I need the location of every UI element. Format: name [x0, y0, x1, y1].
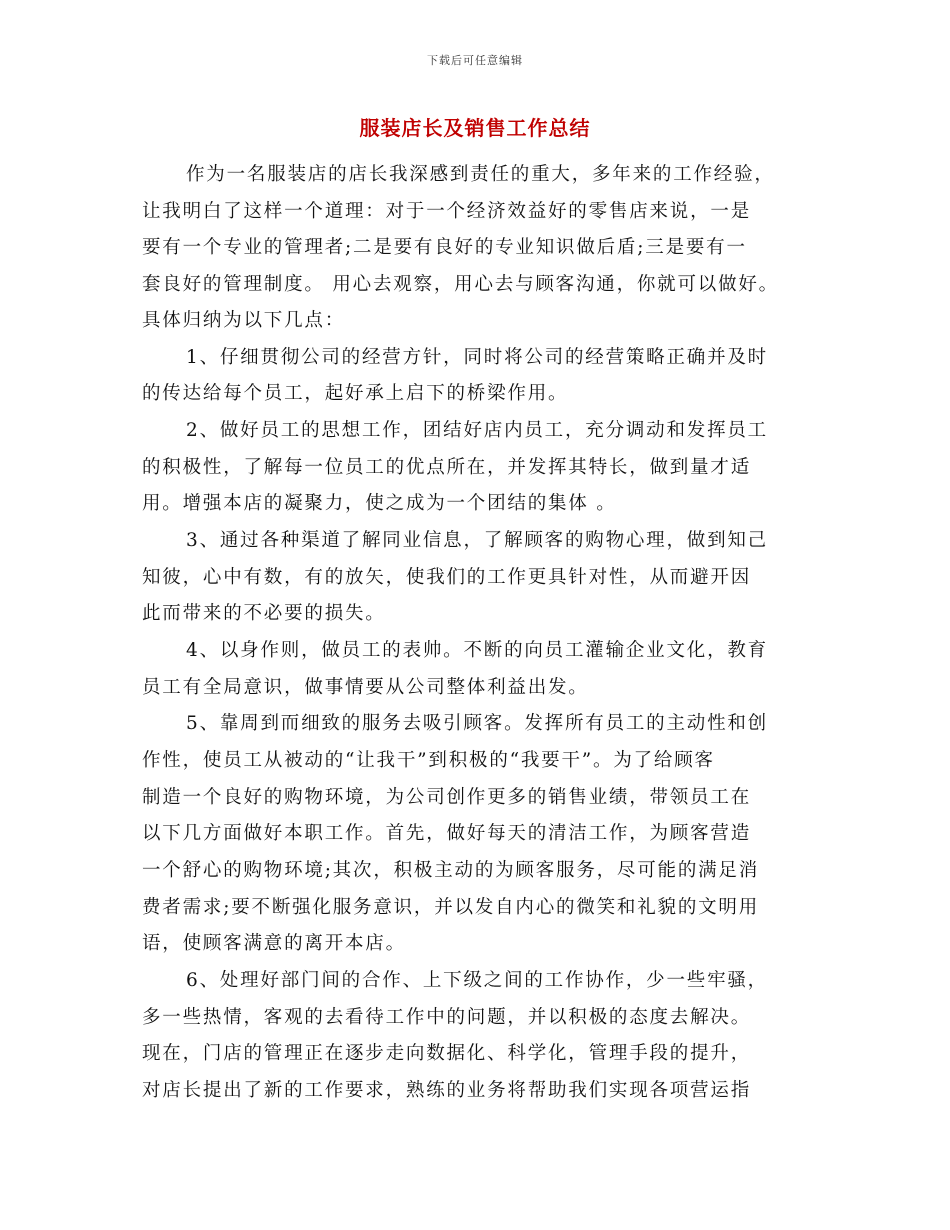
- body-line: 用。增强本店的凝聚力，使之成为一个团结的集体 。: [142, 493, 617, 514]
- body-line: 员工有全局意识，做事情要从公司整体利益出发。: [142, 677, 589, 698]
- body-line: 语，使顾客满意的离开本店。: [142, 933, 406, 954]
- body-line: 要有一个专业的管理者;二是要有良好的专业知识做后盾;三是要有一: [142, 237, 747, 258]
- body-line: 1、仔细贯彻公司的经营方针，同时将公司的经营策略正确并及时: [186, 347, 768, 368]
- body-line: 以下几方面做好本职工作。首先，做好每天的清洁工作，为顾客营造: [142, 823, 752, 844]
- body-line: 让我明白了这样一个道理：对于一个经济效益好的零售店来说，一是: [142, 201, 752, 222]
- body-line: 多一些热情，客观的去看待工作中的问题，并以积极的态度去解决。: [142, 1007, 752, 1028]
- body-line: 具体归纳为以下几点：: [142, 310, 346, 331]
- body-line: 的积极性，了解每一位员工的优点所在，并发挥其特长，做到量才适: [142, 457, 752, 478]
- body-line: 2、做好员工的思想工作，团结好店内员工，充分调动和发挥员工: [186, 420, 768, 441]
- body-line: 现在，门店的管理正在逐步走向数据化、科学化，管理手段的提升，: [142, 1043, 752, 1064]
- body-line: 此而带来的不必要的损失。: [142, 603, 386, 624]
- body-line: 制造一个良好的购物环境，为公司创作更多的销售业绩，带领员工在: [142, 787, 752, 808]
- body-line: 6、处理好部门间的合作、上下级之间的工作协作，少一些牢骚，: [186, 970, 768, 991]
- body-line: 作为一名服装店的店长我深感到责任的重大，多年来的工作经验，: [186, 164, 775, 185]
- document-title: 服装店长及销售工作总结: [359, 116, 591, 140]
- header-note: 下载后可任意编辑: [427, 54, 523, 67]
- body-line: 3、通过各种渠道了解同业信息，了解顾客的购物心理，做到知己: [186, 530, 768, 551]
- body-line: 4、以身作则，做员工的表帅。不断的向员工灌输企业文化，教育: [186, 640, 768, 661]
- body-line: 对店长提出了新的工作要求，熟练的业务将帮助我们实现各项营运指: [142, 1080, 752, 1101]
- body-line: 5、靠周到而细致的服务去吸引顾客。发挥所有员工的主动性和创: [186, 713, 768, 734]
- body-line: 一个舒心的购物环境;其次，积极主动的为顾客服务，尽可能的满足消: [142, 860, 760, 881]
- body-line: 作性，使员工从被动的“让我干”到积极的“我要干”。为了给顾客: [142, 750, 715, 771]
- body-line: 费者需求;要不断强化服务意识，并以发自内心的微笑和礼貌的文明用: [142, 897, 760, 918]
- body-line: 知彼，心中有数，有的放矢，使我们的工作更具针对性，从而避开因: [142, 567, 752, 588]
- body-line: 的传达给每个员工，起好承上启下的桥梁作用。: [142, 383, 569, 404]
- body-line: 套良好的管理制度。 用心去观察，用心去与顾客沟通，你就可以做好。: [142, 274, 779, 295]
